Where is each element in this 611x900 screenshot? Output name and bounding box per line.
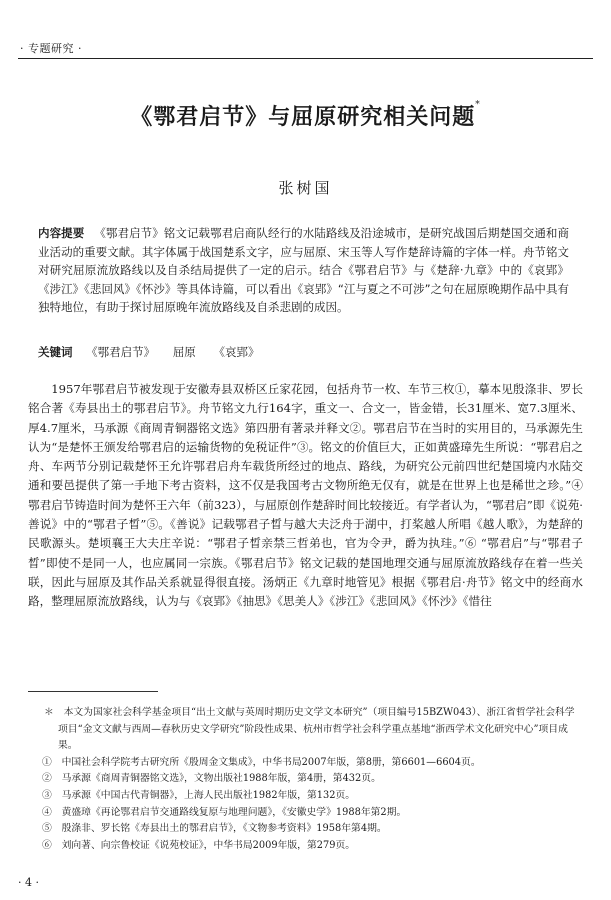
footnote-funding: ＊ 本文为国家社会科学基金项目“出土文献与英周时期历史文学文本研究”（项目编号15BZW043）、浙江省哲学社会科学项目“金文文献与西周—春秋历史文学研究”阶段性成果、杭州市哲学社会科学重点基地“浙西学术文化研究中心”项目成果。 <box>44 707 575 752</box>
keyword: 《哀郢》 <box>213 345 260 359</box>
author-name: 张树国 <box>278 179 333 197</box>
body-paragraph: 1957年鄂君启节被发现于安徽寿县双桥区丘家花园，包括舟节一枚、车节三枚①，摹本见殷涤非、罗长铭合著《寿县出土的鄂君启节》。舟节铭文九行164字，重文一、合文一，皆金错，长31厘米、宽7.3厘米、厚4.7厘米，马承源《商周青铜器铭文选》第四册有著录并释文②。鄂君启节在当时的实用目的，马承源先生认为“是楚怀王颁发给鄂君启的运输货物的免税证件”③。铭文的价值巨大，正如黄盛璋先生所说：“鄂君启之舟、车两节分别记载楚怀王允许鄂君启舟车载货所经过的地点、路线，为研究公元前四世纪楚国境内水陆交通和要邑提供了第一手地下考古资料，这不仅是我国考古文物所绝无仅有，就是在世界上也是稀世之珍。”④ 鄂君启节铸造时间为楚怀王六年（前323），与屈原创作楚辞时间比较接近。有学者认为，“鄂君启”即《说苑·善说》中的“鄂君子晳”⑤。《善说》记载鄂君子晳与越大夫泛舟于湖中，打桨越人所唱《越人歌》，为楚辞的民歌源头。楚顷襄王大夫庄辛说：“鄂君子晳亲禁三哲弟也，官为令尹，爵为执珪。”⑥ “鄂君启”与“鄂君子晳”即使不是同一人，也应属同一宗族。《鄂君启节》铭文记载的楚国地理交通与屈原流放路线存在着一些关联，因此与屈原及其作品关系就显得很直接。汤炳正《九章时地管见》根据《鄂君启·舟节》铭文中的经商水路，整理屈原流放路线，认为与《哀郢》《抽思》《思美人》《涉江》《悲回风》《怀沙》《惜往 <box>28 382 583 609</box>
abstract-label: 内容提要 <box>38 226 85 240</box>
footnotes <box>28 705 583 854</box>
keyword: 屈原 <box>172 345 196 359</box>
running-head: · 专题研究 · <box>20 42 82 55</box>
footnote-item: ① 中国社会科学院考古研究所《殷周金文集成》，中华书局2007年版，第8册，第6601—6604页。 <box>42 756 481 768</box>
footnote-item: ④ 黄盛璋《再论鄂君启节交通路线复原与地理问题》，《安徽史学》1988年第2期。 <box>42 806 407 818</box>
abstract-text: 《鄂君启节》铭文记载鄂君启商队经行的水陆路线及沿途城市，是研究战国后期楚国交通和商业活动的重要文献。其字体属于战国楚系文字，应与屈原、宋玉等人写作楚辞诗篇的字体一样。舟节铭文对研究屈原流放路线以及自杀结局提供了一定的启示。结合《鄂君启节》与《楚辞·九章》中的《哀郢》《涉江》《悲回风》《怀沙》等具体诗篇，可以看出《哀郢》“江与夏之不可涉”之句在屈原晚期作品中具有独特地位，有助于探讨屈原晚年流放路线及自杀悲剧的成因。 <box>38 226 570 315</box>
footnote-item: ② 马承源《商周青铜器铭文选》，文物出版社1988年版，第4册，第432页。 <box>42 773 381 785</box>
abstract <box>38 224 569 317</box>
keywords-label: 关键词 <box>38 345 73 359</box>
keywords <box>38 344 569 360</box>
header-rule <box>18 58 593 59</box>
footnote-item: ⑥ 刘向著、向宗鲁校证《说苑校证》，中华书局2009年版，第279页。 <box>42 839 356 851</box>
keyword: 《鄂君启节》 <box>86 345 156 359</box>
footnote-item: ⑤ 殷涤非、罗长铭《寿县出土的鄂君启节》，《文物参考资料》1958年第4期。 <box>42 823 387 835</box>
title-footnote-mark: * <box>475 100 481 110</box>
footnote-rule <box>28 691 158 692</box>
article-title <box>0 100 611 131</box>
page-number: · 4 · <box>18 876 39 889</box>
article-title-text: 《鄂君启节》与屈原研究相关问题 <box>130 104 476 130</box>
footnote-item: ③ 马承源《中国古代青铜器》，上海人民出版社1982年版，第132页。 <box>42 789 356 801</box>
